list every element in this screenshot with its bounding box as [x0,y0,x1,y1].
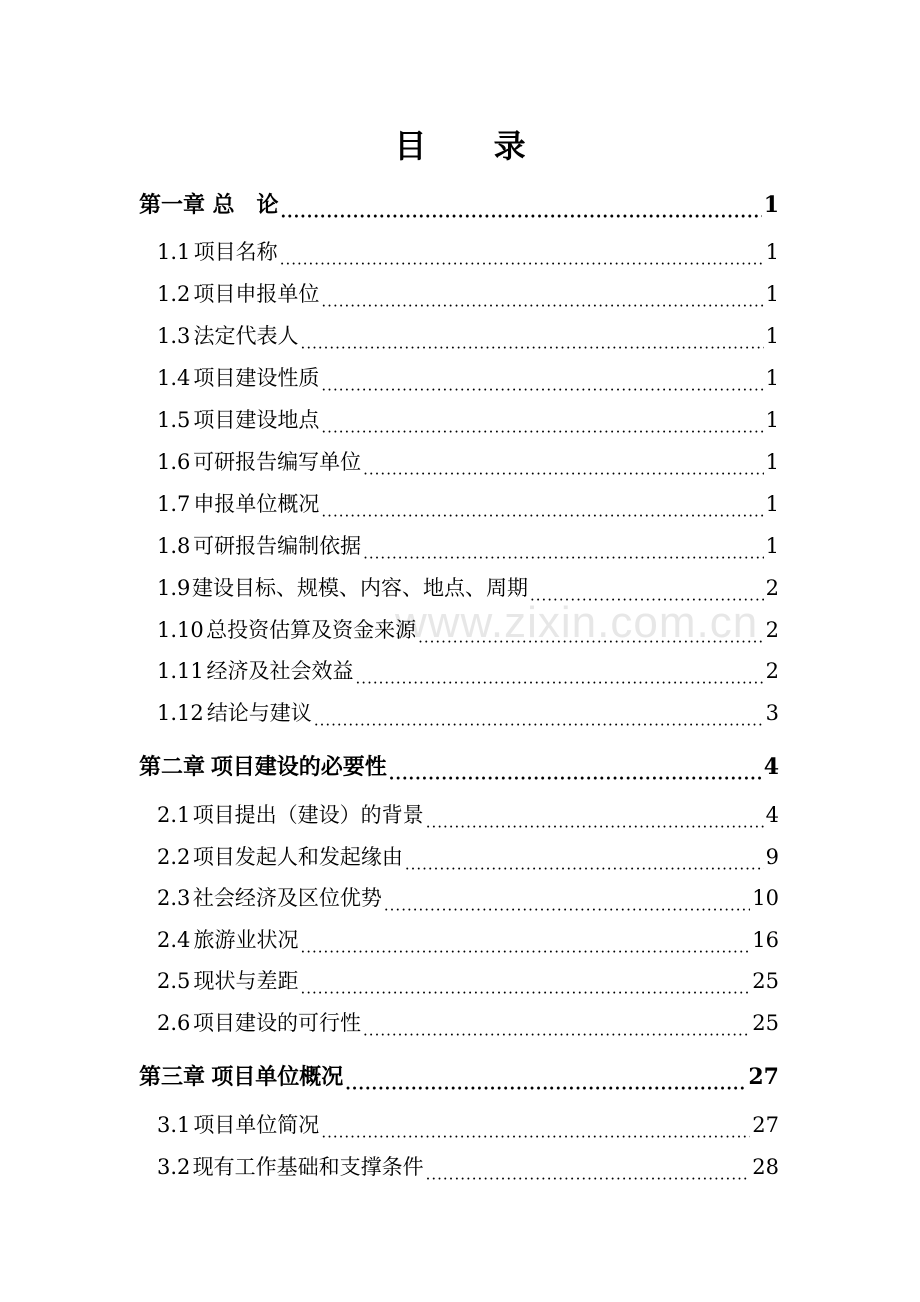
entry-number: 1.8 [157,534,191,558]
dot-leader [321,415,763,436]
entry-page-number: 3 [765,701,779,725]
entry-number: 1.1 [157,240,191,264]
entry-label: 现状与差距 [193,969,299,993]
dot-leader [280,247,764,268]
entry-label: 项目单位概况 [211,1064,344,1090]
toc-section-entry[interactable] [157,572,779,604]
entry-page-number: 1 [765,492,779,516]
dot-leader [321,1120,750,1141]
dot-leader [345,1071,746,1093]
dot-leader [426,810,764,831]
toc-section-entry[interactable] [157,882,779,914]
dot-leader [389,761,762,783]
toc-section-entry[interactable] [157,488,779,520]
toc-section-entry[interactable] [157,655,779,687]
entry-page-number: 27 [748,1064,779,1090]
entry-label: 项目提出（建设）的背景 [192,803,424,827]
entry-label: 经济及社会效益 [206,659,354,683]
entry-number: 1.3 [157,324,191,348]
entry-page-number: 2 [765,618,779,642]
entry-label: 项目建设性质 [193,366,320,390]
entry-number: 1.9 [157,576,191,600]
toc-section-entry[interactable] [157,404,779,436]
dot-leader [426,1162,751,1183]
entry-number: 1.10 [157,618,204,642]
entry-page-number: 1 [765,240,779,264]
dot-leader [363,457,764,478]
entry-page-number: 9 [765,845,779,869]
entry-number: 2.3 [157,886,191,910]
entry-number: 2.1 [157,803,191,827]
entry-number: 1.6 [157,450,191,474]
dot-leader [384,893,750,914]
entry-page-number: 1 [765,408,779,432]
entry-label: 项目建设的必要性 [210,754,387,780]
dot-leader [405,852,764,873]
dot-leader [321,289,763,310]
entry-number: 1.4 [157,366,191,390]
entry-page-number: 4 [763,754,779,780]
entry-label: 申报单位概况 [193,492,320,516]
toc-chapter-entry[interactable] [139,188,779,221]
entry-page-number: 10 [752,886,779,910]
dot-leader [363,541,764,562]
entry-page-number: 4 [765,803,779,827]
entry-number: 3.2 [157,1155,191,1179]
toc-section-entry[interactable] [157,924,779,956]
toc-section-entry[interactable] [157,236,779,268]
entry-number: 3.1 [157,1113,191,1137]
dot-leader [418,625,764,646]
toc-section-entry[interactable] [157,320,779,352]
dot-leader [321,499,763,520]
entry-page-number: 1 [765,324,779,348]
entry-number: 2.2 [157,845,191,869]
entry-label: 可研报告编制依据 [193,534,362,558]
dot-leader [356,666,764,687]
entry-label: 法定代表人 [193,324,299,348]
entry-label: 可研报告编写单位 [193,450,362,474]
toc-section-entry[interactable] [157,799,779,831]
toc-section-entry[interactable] [157,530,779,562]
entry-number: 第三章 [139,1064,206,1090]
dot-leader [280,199,761,221]
toc-section-entry[interactable] [157,278,779,310]
entry-number: 2.4 [157,928,191,952]
toc-section-entry[interactable] [157,1109,779,1141]
entry-number: 1.2 [157,282,191,306]
entry-label: 建设目标、规模、内容、地点、周期 [191,576,528,600]
entry-page-number: 1 [765,450,779,474]
entry-label: 社会经济及区位优势 [192,886,382,910]
toc-section-entry[interactable] [157,841,779,873]
entry-number: 1.5 [157,408,191,432]
dot-leader [300,976,750,997]
entry-page-number: 25 [752,969,779,993]
entry-page-number: 1 [765,366,779,390]
toc-section-entry[interactable] [157,614,779,646]
entry-number: 1.12 [157,701,204,725]
entry-label: 现有工作基础和支撑条件 [192,1155,424,1179]
dot-leader [301,331,764,352]
entry-label: 总 论 [212,192,279,218]
toc-section-entry[interactable] [157,697,779,729]
entry-label: 项目发起人和发起缘由 [192,845,403,869]
toc-section-entry[interactable] [157,362,779,394]
entry-label: 总投资估算及资金来源 [206,618,417,642]
entry-page-number: 28 [752,1155,779,1179]
entry-page-number: 2 [765,659,779,683]
entry-label: 旅游业状况 [193,928,299,952]
entry-number: 第二章 [139,754,206,780]
toc-title: 目 录 [394,127,554,165]
entry-page-number: 1 [763,192,779,218]
entry-label: 项目建设地点 [193,408,320,432]
toc-section-entry[interactable] [157,965,779,997]
entry-number: 1.11 [157,659,204,683]
toc-chapter-entry[interactable] [139,1060,779,1093]
toc-section-entry[interactable] [157,446,779,478]
entry-page-number: 16 [752,928,779,952]
toc-section-entry[interactable] [157,1151,779,1183]
entry-label: 项目建设的可行性 [193,1011,362,1035]
dot-leader [300,935,750,956]
entry-number: 2.5 [157,969,191,993]
toc-chapter-entry[interactable] [139,750,779,783]
entry-label: 项目申报单位 [193,282,320,306]
entry-page-number: 25 [752,1011,779,1035]
entry-label: 项目单位简况 [193,1113,320,1137]
entry-number: 2.6 [157,1011,191,1035]
watermark: www.zixin.com.cn [395,598,759,647]
entry-page-number: 2 [765,576,779,600]
dot-leader [321,373,763,394]
entry-number: 1.7 [157,492,191,516]
entry-page-number: 1 [765,282,779,306]
entry-number: 第一章 [139,192,206,218]
dot-leader [314,708,764,729]
dot-leader [530,583,764,604]
entry-page-number: 1 [765,534,779,558]
entry-label: 项目名称 [193,240,278,264]
toc-section-entry[interactable] [157,1007,779,1039]
entry-page-number: 27 [752,1113,779,1137]
dot-leader [363,1018,750,1039]
entry-label: 结论与建议 [206,701,312,725]
